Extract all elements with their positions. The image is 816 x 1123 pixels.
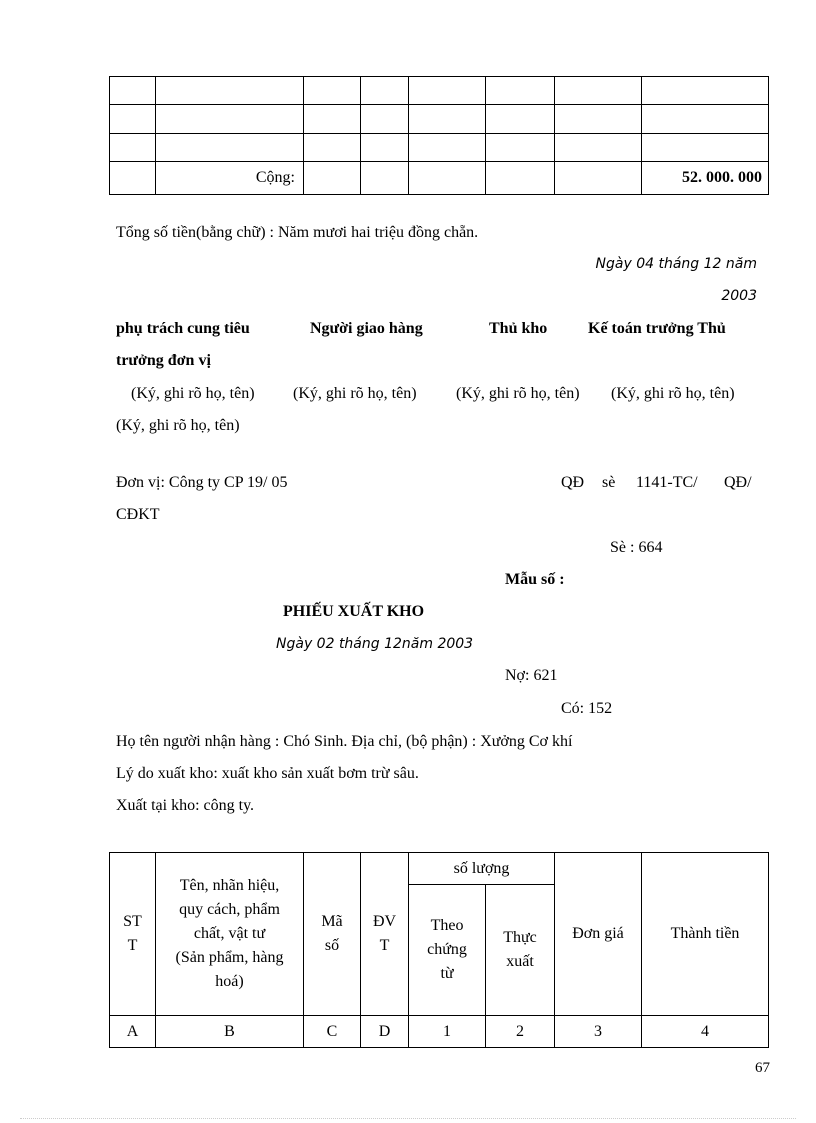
sign-note-3: (Ký, ghi rõ họ, tên) [456, 385, 580, 402]
col-price: Đơn giá [555, 853, 642, 1016]
sign-note-5: (Ký, ghi rõ họ, tên) [116, 417, 240, 434]
code-2: 2 [486, 1016, 555, 1048]
decision-cont: CĐKT [116, 506, 160, 523]
signer-storekeeper: Thủ kho [489, 320, 548, 337]
sign-note-4: (Ký, ghi rõ họ, tên) [611, 385, 735, 402]
decision-w1: QĐ [561, 474, 585, 491]
code-3: 3 [555, 1016, 642, 1048]
code-a: A [110, 1016, 156, 1048]
decision-w4: QĐ/ [724, 474, 752, 491]
code-c: C [304, 1016, 361, 1048]
date-line-2: 2003 [721, 288, 757, 304]
col-quantity: số lượng [409, 853, 555, 885]
total-row [110, 162, 769, 195]
header-row [110, 853, 769, 885]
warehouse-line: Xuất tại kho: công ty. [116, 797, 255, 814]
table-row [110, 134, 769, 162]
serial-number: Sè : 664 [610, 539, 663, 556]
col-stt: ST T [110, 853, 156, 1016]
sign-note-2: (Ký, ghi rõ họ, tên) [293, 385, 417, 402]
date-line-1: Ngày 04 tháng 12 năm [595, 256, 757, 272]
page-number: 67 [755, 1060, 770, 1076]
issue-table [109, 852, 769, 1048]
signer-deliverer: Người giao hàng [310, 320, 423, 337]
table-row [110, 77, 769, 105]
signer-accountant: Kế toán trưởng Thủ [588, 320, 726, 337]
amount-in-words: Tổng số tiền(bằng chữ) : Năm mươi hai triệu đồng chẵn. [116, 224, 479, 241]
document-title: PHIẾU XUẤT KHO [283, 603, 425, 620]
top-table [109, 76, 769, 195]
unit-name: Đơn vị: Công ty CP 19/ 05 [116, 474, 288, 491]
form-number: Mẫu số : [505, 571, 565, 588]
page-bottom-divider [20, 1118, 796, 1119]
sign-note-1: (Ký, ghi rõ họ, tên) [131, 385, 255, 402]
col-name: Tên, nhãn hiệu, quy cách, phẩm chất, vật tư (Sản phẩm, hàng hoá) [156, 853, 304, 1016]
col-qty-doc: Theo chứng từ [409, 885, 486, 1016]
code-b: B [156, 1016, 304, 1048]
credit-account: Có: 152 [561, 700, 613, 717]
code-d: D [361, 1016, 409, 1048]
issue-date: Ngày 02 tháng 12năm 2003 [276, 636, 474, 652]
decision-w2: sè [602, 474, 616, 491]
decision-w3: 1141-TC/ [636, 474, 698, 491]
col-code: Mã số [304, 853, 361, 1016]
code-row [110, 1016, 769, 1048]
signer-supply: phụ trách cung tiêu [116, 320, 250, 337]
code-4: 4 [642, 1016, 769, 1048]
signer-head: trưởng đơn vị [116, 352, 211, 369]
col-unit: ĐV T [361, 853, 409, 1016]
debit-account: Nợ: 621 [505, 667, 558, 684]
total-value: 52. 000. 000 [682, 169, 762, 186]
total-label: Cộng: [255, 169, 295, 186]
col-amount: Thành tiền [642, 853, 769, 1016]
col-qty-actual: Thực xuất [486, 885, 555, 1016]
reason-line: Lý do xuất kho: xuất kho sản xuất bơm trừ sâu. [116, 765, 419, 782]
receiver-line: Họ tên người nhận hàng : Chó Sinh. Địa chỉ, (bộ phận) : Xưởng Cơ khí [116, 733, 573, 750]
code-1: 1 [409, 1016, 486, 1048]
table-row [110, 105, 769, 134]
